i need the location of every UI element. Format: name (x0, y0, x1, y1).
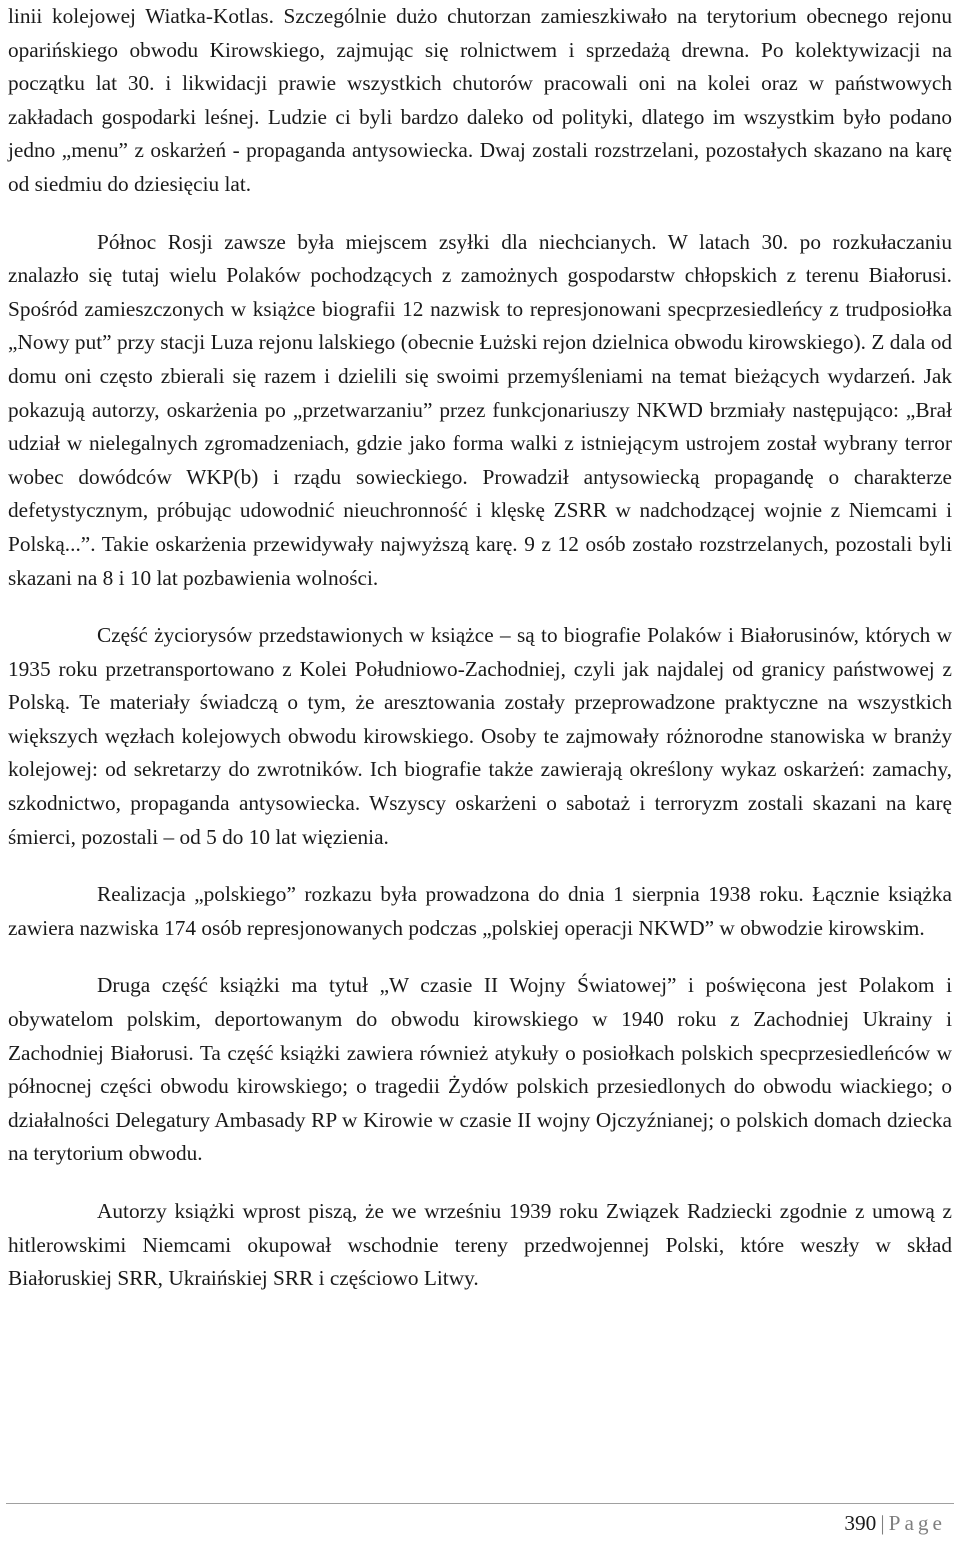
paragraph-polish-order: Realizacja „polskiego” rozkazu była prowadzona do dnia 1 sierpnia 1938 roku. Łącznie książka zawiera nazwiska 174 osób represjonowanych podczas „polskiej operacji NKWD” w obwodzie kirowskim. (8, 882, 952, 940)
paragraph-gap (8, 854, 952, 878)
document-body (8, 0, 952, 1296)
page-footer (6, 1503, 954, 1544)
paragraph-biographies: Część życiorysów przedstawionych w książce – są to biografie Polaków i Białorusinów, których w 1935 roku przetransportowano z Kolei Południowo-Zachodniej, czyli jak najdalej od granicy państwowej z Polską. Te materiały świadczą o tym, że aresztowania zostały przeprowadzone praktyczne na wszystkich większych węzłach kolejowych obwodu kirowskiego. Osoby te zajmowały różnorodne stanowiska w branży kolejowej: od sekretarzy do zwrotników. Ich biografie także zawierają określony wykaz oskarżeń: zamachy, szkodnictwo, propaganda antysowiecka. Wszyscy oskarżeni o sabotaż i terroryzm zostali skazani na karę śmierci, pozostali – od 5 do 10 lat więzienia. (8, 623, 952, 849)
paragraph-gap (8, 595, 952, 619)
paragraph-authors: Autorzy książki wprost piszą, że we wrześniu 1939 roku Związek Radziecki zgodnie z umową z hitlerowskimi Niemcami okupował wschodnie tereny przedwojennej Polski, które weszły w skład Białoruskiej SRR, Ukraińskiej SRR i częściowo Litwy. (8, 1199, 952, 1291)
page-label: Page (888, 1511, 946, 1535)
paragraph-continuation: linii kolejowej Wiatka-Kotlas. Szczególnie dużo chutorzan zamieszkiwało na terytorium obecnego rejonu oparińskiego obwodu Kirowskiego, zajmując się rolnictwem i sprzedażą drewna. Po kolektywizacji na początku lat 30. i likwidacji prawie wszystkich chutorów pracowali oni na kolei oraz w państwowych zakładach gospodarki leśnej. Ludzie ci byli bardzo daleko od polityki, dlatego im wszystkim było podano jedno „menu” z oskarżeń - propaganda antysowiecka. Dwaj zostali rozstrzelani, pozostałych skazano na karę od siedmiu do dziesięciu lat. (8, 4, 952, 196)
paragraph-gap (8, 945, 952, 969)
page-number-separator: | (880, 1511, 885, 1535)
paragraph-second-part: Druga część książki ma tytuł „W czasie II Wojny Światowej” i poświęcona jest Polakom i obywatelom polskim, deportowanym do obwodu kirowskiego w 1940 roku z Zachodniej Ukrainy i Zachodniej Białorusi. Ta część książki zawiera również atykuły o posiołkach polskich specprzesiedleńców w północnej części obwodu kirowskiego; o tragedii Żydów polskich przesiedlonych do obwodu wiackiego; o działalności Delegatury Ambasady RP w Kirowie w czasie II wojny Ojczyźnianej; o polskich domach dziecka na terytorium obwodu. (8, 973, 952, 1166)
paragraph-gap (8, 202, 952, 226)
page-number-block (844, 1507, 946, 1540)
paragraph-gap (8, 1171, 952, 1195)
page-number: 390 (844, 1511, 877, 1535)
paragraph-north-russia: Północ Rosji zawsze była miejscem zsyłki dla niechcianych. W latach 30. po rozkułaczaniu znalazło się tutaj wielu Polaków pochodzących z zamożnych gospodarstw chłopskich z terenu Białorusi. Spośród zamieszczonych w książce biografii 12 nazwisk to represjonowani specprzesiedleńcy z trudposiołka „Nowy put” przy stacji Luza rejonu lalskiego (obecnie Łużski rejon dzielnica obwodu kirowskiego). Z dala od domu oni często zbierali się razem i dzielili się swoimi przemyśleniami na temat bieżących wydarzeń. Jak pokazują autorzy, oskarżenia po „przetwarzaniu” przez funkcjonariuszy NKWD brzmiały następująco: „Brał udział w nielegalnych zgromadzeniach, gdzie jako forma walki z istniejącym ustrojem został wybrany terror wobec dowódców WKP(b) i rządu sowieckiego. Prowadził antysowiecką propagandę o charakterze defetystycznym, próbując udowodnić nieuchronność i klęskę ZSRR w nadchodzącej wojnie z Niemcami i Polską...”. Takie oskarżenia przewidywały najwyższą karę. 9 z 12 osób zostało rozstrzelanych, pozostali byli skazani na 8 i 10 lat pozbawienia wolności. (8, 229, 952, 590)
